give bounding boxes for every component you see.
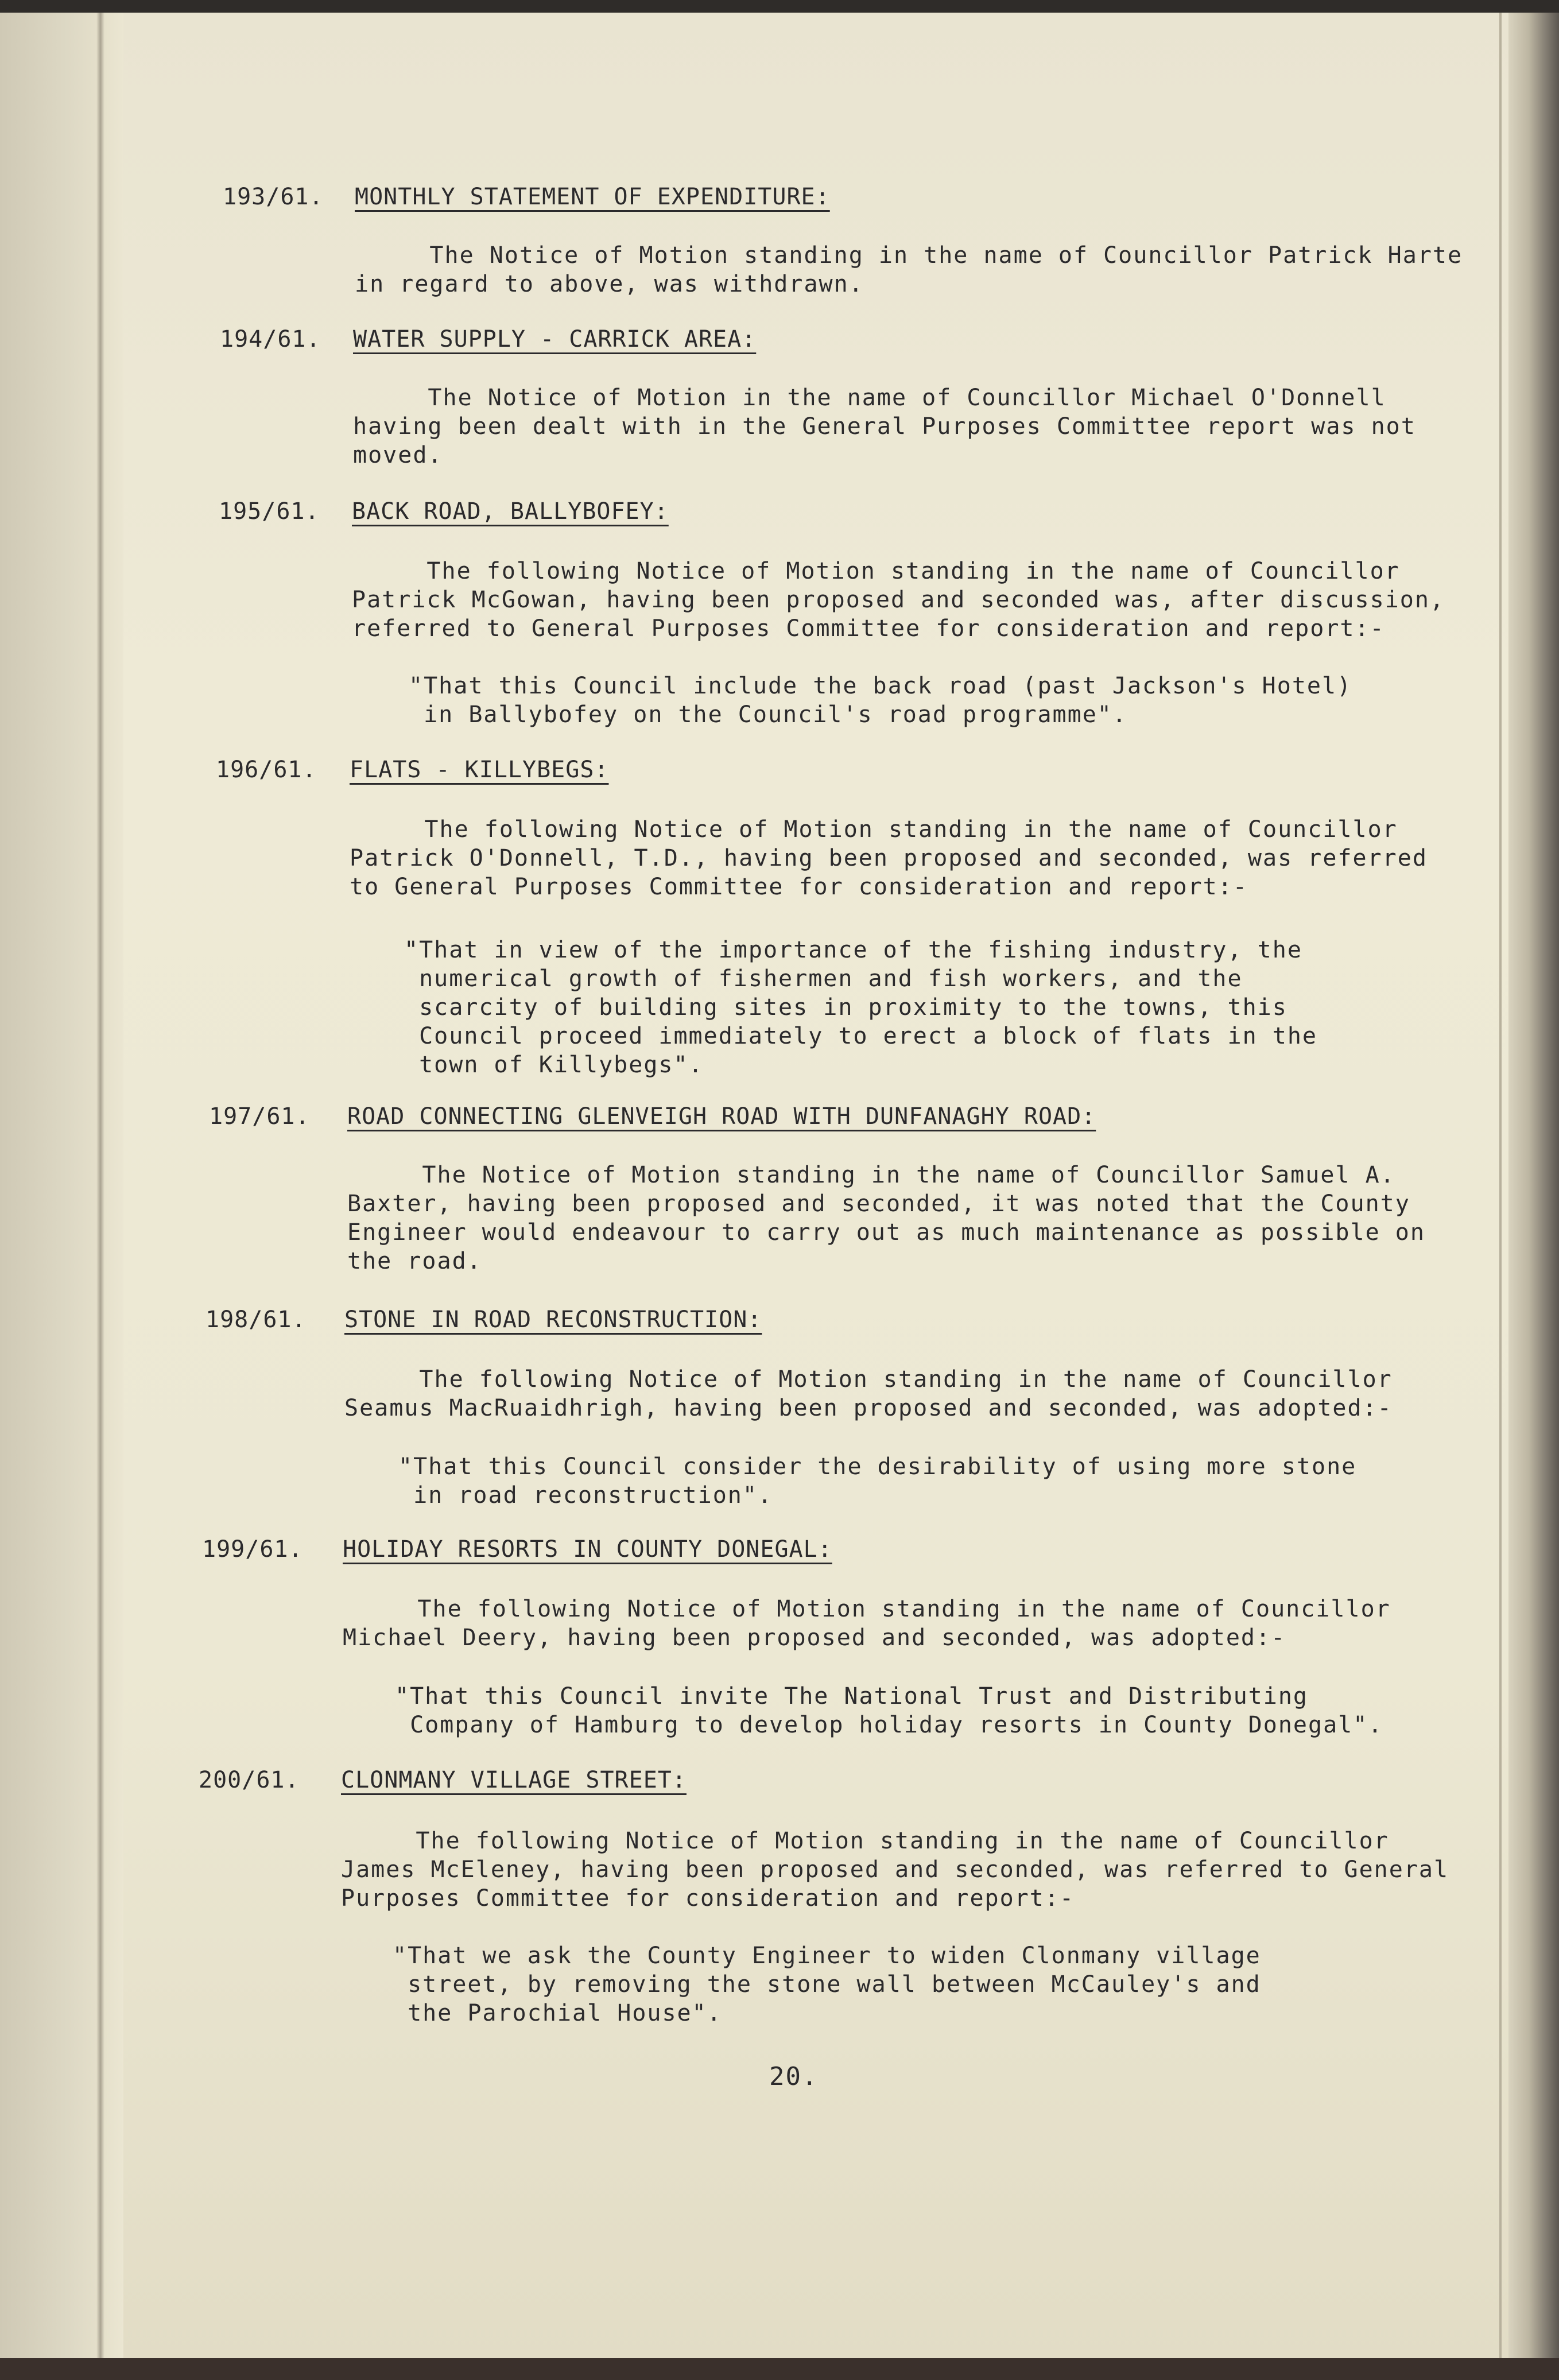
scan-bottom-edge bbox=[0, 2358, 1559, 2380]
minute-number: 196/61. bbox=[216, 757, 317, 783]
minute-body: The Notice of Motion in the name of Councillor Michael O'Donnell having been dealt with in the General Purposes Committee report was not moved. bbox=[353, 385, 1416, 468]
page-fore-edge bbox=[1508, 0, 1559, 2380]
motion-quote: "That this Council invite The National Trust and Distributing Company of Hamburg to develop holiday resorts in County Donegal". bbox=[395, 1683, 1383, 1738]
scan-top-edge bbox=[0, 0, 1559, 13]
minute-number: 195/61. bbox=[219, 498, 320, 525]
minute-heading: WATER SUPPLY - CARRICK AREA: bbox=[353, 326, 757, 352]
binding-gutter bbox=[96, 0, 104, 2380]
minute-heading: MONTHLY STATEMENT OF EXPENDITURE: bbox=[355, 184, 830, 210]
page-number: 20. bbox=[769, 2062, 819, 2091]
minute-heading: STONE IN ROAD RECONSTRUCTION: bbox=[344, 1307, 762, 1333]
minute-heading: CLONMANY VILLAGE STREET: bbox=[341, 1767, 687, 1793]
minute-body: The Notice of Motion standing in the name of Councillor Samuel A. Baxter, having been proposed and seconded, it was noted that the County Engineer would endeavour to carry out as much maintenance as possible on the road. bbox=[347, 1162, 1425, 1274]
minute-heading: BACK ROAD, BALLYBOFEY: bbox=[352, 498, 669, 525]
motion-quote: "That this Council consider the desirability of using more stone in road reconstruction". bbox=[398, 1453, 1357, 1509]
minute-number: 199/61. bbox=[202, 1536, 303, 1563]
minute-body: The following Notice of Motion standing in the name of Councillor Seamus MacRuaidhrigh, having been proposed and seconded, was adopted:- bbox=[344, 1366, 1393, 1421]
motion-quote: "That in view of the importance of the fishing industry, the numerical growth of fishermen and fish workers, and the scarcity of building sites in proximity to the towns, this Council proceed immediately to erect a block of flats in the town of Killybegs". bbox=[404, 937, 1318, 1078]
minute-body: The following Notice of Motion standing in the name of Councillor James McEleney, having been proposed and seconded, was referred to General Purposes Committee for consideration and report:- bbox=[341, 1828, 1449, 1912]
motion-quote: "That this Council include the back road (past Jackson's Hotel) in Ballybofey on the Council's road programme". bbox=[409, 673, 1352, 728]
minute-body: The following Notice of Motion standing in the name of Councillor Michael Deery, having been proposed and seconded, was adopted:- bbox=[343, 1596, 1391, 1651]
binding-margin bbox=[0, 0, 123, 2380]
minute-number: 193/61. bbox=[223, 184, 324, 210]
minute-heading: HOLIDAY RESORTS IN COUNTY DONEGAL: bbox=[343, 1536, 832, 1563]
minute-body: The following Notice of Motion standing in the name of Councillor Patrick O'Donnell, T.D., having been proposed and seconded, was referred to General Purposes Committee for consideration and report:- bbox=[350, 816, 1428, 900]
minute-heading: ROAD CONNECTING GLENVEIGH ROAD WITH DUNFANAGHY ROAD: bbox=[347, 1103, 1096, 1130]
minute-number: 197/61. bbox=[209, 1103, 310, 1130]
minute-number: 200/61. bbox=[199, 1767, 300, 1793]
minute-heading: FLATS - KILLYBEGS: bbox=[350, 757, 609, 783]
minute-body: The Notice of Motion standing in the name of Councillor Patrick Harte in regard to above, was withdrawn. bbox=[355, 242, 1463, 297]
motion-quote: "That we ask the County Engineer to widen Clonmany village street, by removing the stone wall between McCauley's and the Parochial House". bbox=[393, 1943, 1261, 2026]
minute-number: 194/61. bbox=[220, 326, 321, 352]
page-edge-rule bbox=[1499, 13, 1502, 2358]
minute-number: 198/61. bbox=[205, 1307, 307, 1333]
minute-body: The following Notice of Motion standing in the name of Councillor Patrick McGowan, having been proposed and seconded was, after discussion, referred to General Purposes Committee for consideration and report:- bbox=[352, 558, 1445, 642]
